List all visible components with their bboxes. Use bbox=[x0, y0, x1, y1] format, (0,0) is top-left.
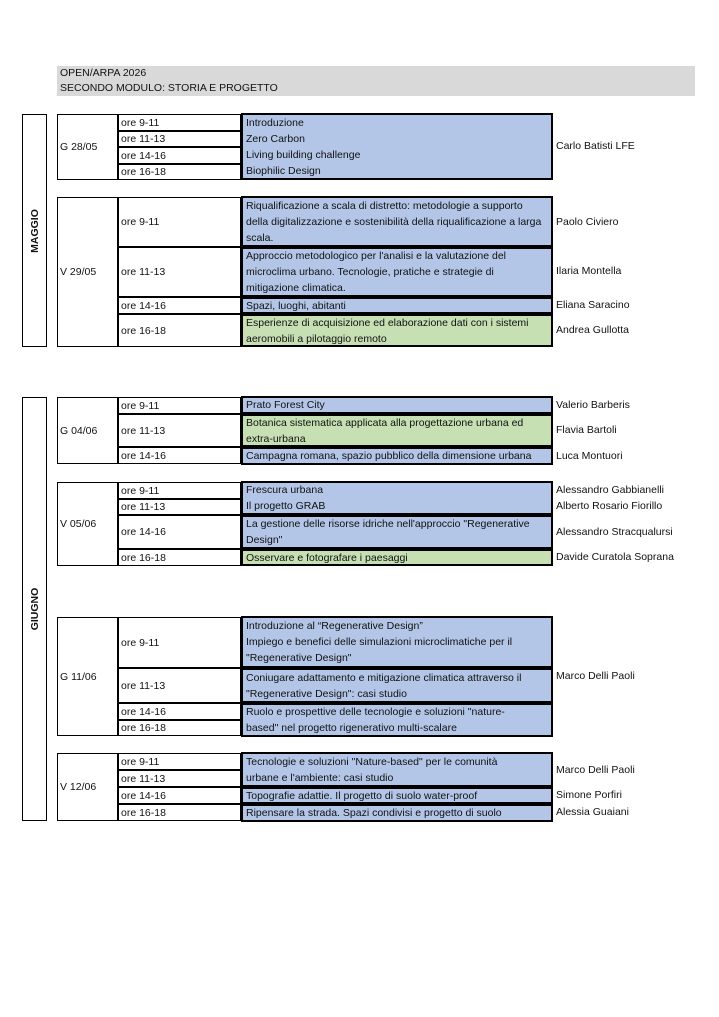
time-cell: ore 9-11 bbox=[118, 397, 241, 414]
time-cell: ore 9-11 bbox=[118, 114, 241, 131]
topic-line: Il progetto GRAB bbox=[246, 500, 326, 512]
month-label: MAGGIO bbox=[28, 208, 41, 253]
time-cell: ore 14-16 bbox=[118, 147, 241, 164]
speaker-name: Flavia Bartoli bbox=[556, 424, 617, 436]
topic-line: Approccio metodologico per l'analisi e la valutazione del bbox=[246, 250, 506, 262]
topic-line: Living building challenge bbox=[246, 148, 361, 161]
topic-line: Spazi, luoghi, abitanti bbox=[246, 299, 346, 312]
topic-block bbox=[241, 703, 553, 737]
topic-line: mitigazione climatica. bbox=[246, 282, 346, 294]
speaker-name: Valerio Barberis bbox=[556, 399, 630, 411]
topic-block bbox=[241, 396, 553, 414]
header-title: OPEN/ARPA 2026 bbox=[57, 66, 695, 81]
day-cell: V 29/05 bbox=[57, 197, 118, 347]
time-cell: ore 16-18 bbox=[118, 720, 241, 736]
topic-block bbox=[241, 668, 553, 703]
day-cell: V 12/06 bbox=[57, 753, 118, 821]
topic-block bbox=[241, 247, 553, 297]
time-cell: ore 11-13 bbox=[118, 499, 241, 515]
topic-line: Zero Carbon bbox=[246, 132, 305, 145]
topic-block bbox=[241, 804, 553, 822]
topic-block bbox=[241, 752, 553, 787]
time-cell: ore 11-13 bbox=[118, 131, 241, 147]
topic-line: "Regenerative Design": casi studio bbox=[246, 687, 407, 700]
time-cell: ore 9-11 bbox=[118, 482, 241, 499]
speaker-name: Alessandro Gabbianelli bbox=[556, 484, 664, 496]
speaker-name: Simone Porfiri bbox=[556, 789, 622, 801]
speaker-name: Paolo Civiero bbox=[556, 216, 619, 228]
topic-block bbox=[241, 297, 553, 314]
topic-line: extra-urbana bbox=[246, 432, 306, 445]
time-cell: ore 9-11 bbox=[118, 617, 241, 668]
time-cell: ore 9-11 bbox=[118, 753, 241, 770]
speaker-name: Davide Curatola Soprana bbox=[556, 551, 674, 563]
topic-line: Impiego e benefici delle simulazioni microclimatiche per il bbox=[246, 636, 513, 648]
day-cell: G 04/06 bbox=[57, 397, 118, 464]
time-cell: ore 11-13 bbox=[118, 770, 241, 787]
topic-line: Campagna romana, spazio pubblico della dimensione urbana bbox=[246, 450, 532, 462]
topic-line: Coniugare adattamento e mitigazione climatica attraverso il bbox=[246, 671, 522, 684]
speaker-name: Eliana Saracino bbox=[556, 299, 630, 311]
topic-line: scala. bbox=[246, 231, 274, 244]
topic-line: "Regenerative Design" bbox=[246, 652, 352, 664]
topic-line: Introduzione bbox=[246, 116, 304, 129]
day-cell: G 28/05 bbox=[57, 114, 118, 180]
time-cell: ore 14-16 bbox=[118, 515, 241, 549]
topic-line: della digitalizzazione e sostenibilità della riqualificazione a larga bbox=[246, 215, 542, 228]
speaker-name: Luca Montuori bbox=[556, 450, 623, 462]
topic-block bbox=[241, 515, 553, 549]
time-cell: ore 11-13 bbox=[118, 247, 241, 297]
time-cell: ore 16-18 bbox=[118, 314, 241, 347]
topic-line: aeromobili a pilotaggio remoto bbox=[246, 332, 387, 345]
topic-line: Topografie adattie. Il progetto di suolo water-proof bbox=[246, 789, 478, 802]
speaker-name: Ilaria Montella bbox=[556, 265, 622, 277]
month-giugno bbox=[22, 397, 47, 821]
topic-block bbox=[241, 549, 553, 566]
topic-line: Botanica sistematica applicata alla progettazione urbana ed bbox=[246, 416, 524, 429]
time-cell: ore 14-16 bbox=[118, 703, 241, 720]
time-cell: ore 11-13 bbox=[118, 414, 241, 447]
time-cell: ore 14-16 bbox=[118, 787, 241, 804]
time-cell: ore 9-11 bbox=[118, 197, 241, 247]
topic-line: Biophilic Design bbox=[246, 164, 321, 177]
topic-line: Design" bbox=[246, 534, 283, 546]
speaker-name: Marco Delli Paoli bbox=[556, 764, 635, 776]
time-cell: ore 11-13 bbox=[118, 668, 241, 703]
topic-line: Frescura urbana bbox=[246, 484, 324, 496]
topic-block bbox=[241, 196, 553, 247]
speaker-name: Andrea Gullotta bbox=[556, 324, 629, 336]
speaker-name: Carlo Batisti LFE bbox=[556, 140, 635, 152]
topic-block bbox=[241, 447, 553, 465]
header-subtitle: SECONDO MODULO: STORIA E PROGETTO bbox=[57, 81, 695, 96]
topic-block bbox=[241, 616, 553, 668]
month-maggio bbox=[22, 114, 47, 347]
time-cell: ore 14-16 bbox=[118, 447, 241, 464]
time-cell: ore 16-18 bbox=[118, 549, 241, 566]
topic-block bbox=[241, 481, 553, 515]
topic-block bbox=[241, 787, 553, 804]
topic-line: Prato Forest City bbox=[246, 399, 325, 411]
day-cell: V 05/06 bbox=[57, 482, 118, 566]
topic-line: Esperienze di acquisizione ed elaborazione dati con i sistemi bbox=[246, 316, 529, 329]
month-label: GIUGNO bbox=[28, 587, 41, 631]
topic-line: Ruolo e prospettive delle tecnologie e soluzioni "nature- bbox=[246, 706, 505, 718]
topic-line: Ripensare la strada. Spazi condivisi e progetto di suolo bbox=[246, 807, 502, 819]
topic-block bbox=[241, 113, 553, 180]
time-cell: ore 14-16 bbox=[118, 297, 241, 314]
topic-line: urbane e l'ambiente: casi studio bbox=[246, 771, 394, 784]
topic-block bbox=[241, 314, 553, 347]
time-cell: ore 16-18 bbox=[118, 804, 241, 821]
speaker-name: Alessandro Stracqualursi bbox=[556, 526, 673, 538]
speaker-name: Alessia Guaiani bbox=[556, 806, 629, 818]
topic-block bbox=[241, 414, 553, 447]
topic-line: La gestione delle risorse idriche nell'approccio "Regenerative bbox=[246, 518, 530, 530]
time-cell: ore 16-18 bbox=[118, 164, 241, 180]
topic-line: Riqualificazione a scala di distretto: metodologie a supporto bbox=[246, 199, 523, 212]
topic-line: Osservare e fotografare i paesaggi bbox=[246, 551, 408, 564]
day-cell: G 11/06 bbox=[57, 617, 118, 736]
topic-line: microclima urbano. Tecnologie, pratiche e strategie di bbox=[246, 266, 494, 278]
speaker-name: Marco Delli Paoli bbox=[556, 670, 635, 682]
topic-line: Tecnologie e soluzioni "Nature-based" per le comunità bbox=[246, 755, 498, 768]
speaker-name: Alberto Rosario Fiorillo bbox=[556, 500, 663, 512]
topic-line: based" nel progetto rigenerativo multi-scalare bbox=[246, 722, 457, 734]
topic-line: Introduzione al “Regenerative Design” bbox=[246, 620, 423, 632]
